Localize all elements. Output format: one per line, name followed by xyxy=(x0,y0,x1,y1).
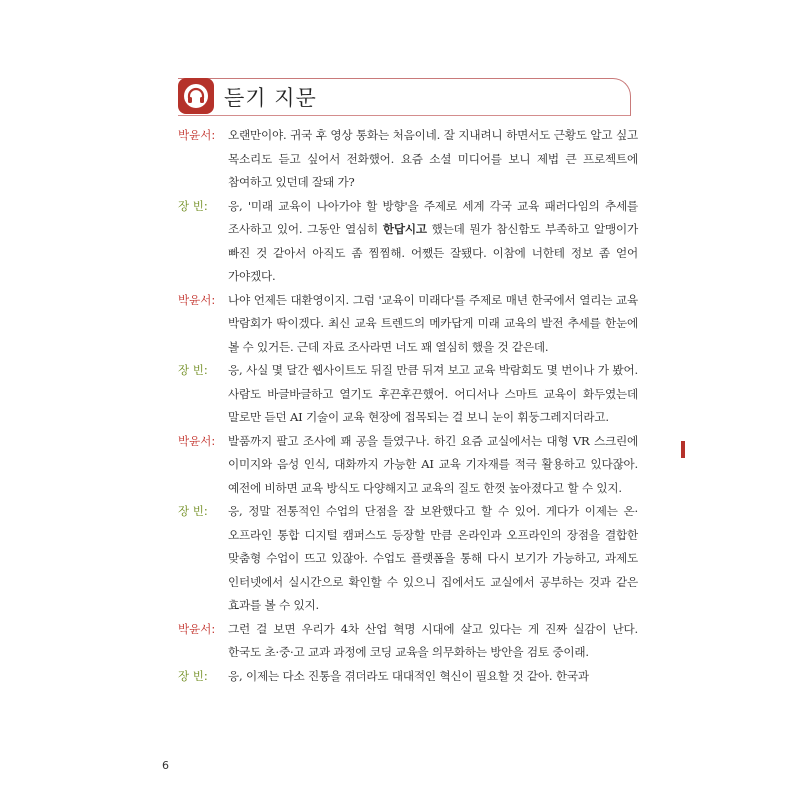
speaker-label: 박윤서: xyxy=(178,621,216,636)
speaker-label: 박윤서: xyxy=(178,433,216,448)
dialogue-transcript xyxy=(178,124,638,688)
dialogue-turn xyxy=(178,500,638,618)
utterance-text xyxy=(228,195,638,289)
dialogue-turn xyxy=(178,665,638,689)
speaker-label: 장 빈: xyxy=(178,504,208,518)
speaker-label: 박윤서: xyxy=(178,292,216,307)
chapter-tab-marker xyxy=(681,441,685,458)
speaker-label: 박윤서: xyxy=(178,128,216,142)
utterance-text: 응, 이제는 다소 진통을 겪더라도 대대적인 혁신이 필요할 것 같아. 한국과 xyxy=(228,668,589,683)
dialogue-turn xyxy=(178,195,638,289)
utterance-text: 응, 사실 몇 달간 웹사이트도 뒤질 만큼 뒤져 보고 교육 박람회도 몇 번이나 가 봤어. 사람도 바글바글하고 열기도 후끈후끈했어. 어디서나 스마트 교육이 화두였는데 말로만 듣던 AI 기술이 교육 현장에 접목되는 걸 보니 눈이 휘둥그레지더라고. xyxy=(228,363,638,424)
dialogue-turn xyxy=(178,289,638,360)
utterance-text: 그런 걸 보면 우리가 4차 산업 혁명 시대에 살고 있다는 게 진짜 실감이 난다. 한국도 초·중·고 교과 과정에 코딩 교육을 의무화하는 방안을 검토 중이래. xyxy=(228,621,638,659)
page-number: 6 xyxy=(162,759,169,772)
dialogue-turn xyxy=(178,359,638,430)
speaker-label: 장 빈: xyxy=(178,363,208,377)
headphones-icon xyxy=(178,78,214,114)
utterance-text: 발품까지 팔고 조사에 꽤 공을 들였구나. 하긴 요즘 교실에서는 대형 VR 스크린에 이미지와 음성 인식, 대화까지 가능한 AI 교육 기자재를 적극 활용하고 있다잖아. 예전에 비하면 교육 방식도 다양해지고 교육의 질도 한껏 높아졌다고 할 수 있지. xyxy=(228,433,638,495)
dialogue-turn xyxy=(178,430,638,501)
utterance-text-part: 했는데 뭔가 참신함도 부족하고 알맹이가 빠진 것 같아서 아직도 좀 찜찜해. 어쨌든 잘됐다. 이참에 너한테 정보 좀 얻어 가야겠다. xyxy=(228,222,638,283)
utterance-text: 오랜만이야. 귀국 후 영상 통화는 처음이네. 잘 지내려니 하면서도 근황도 알고 싶고 목소리도 듣고 싶어서 전화했어. 요즘 소셜 미디어를 보니 제법 큰 프로젝트에 참여하고 있던데 잘돼 가? xyxy=(228,128,638,189)
emphasized-word: 한답시고 xyxy=(382,222,427,236)
utterance-text: 응, 정말 전통적인 수업의 단점을 잘 보완했다고 할 수 있어. 게다가 이제는 온·오프라인 통합 디지털 캠퍼스도 등장할 만큼 온라인과 오프라인의 장점을 결합한 맞춤형 수업이 뜨고 있잖아. 수업도 플랫폼을 통해 다시 보기가 가능하고, 과제도 인터넷에서 실시간으로 확인할 수 있으니 집에서도 교실에서 공부하는 것과 같은 효과를 볼 수 있지. xyxy=(228,504,638,612)
section-title: 듣기 지문 xyxy=(224,86,317,110)
speaker-label: 장 빈: xyxy=(178,198,208,213)
speaker-label: 장 빈: xyxy=(178,668,208,683)
utterance-text-part: 응, '미래 교육이 나아가야 할 방향'을 주제로 세계 각국 교육 패러다임의 추세를 조사하고 있어. 그동안 열심히 xyxy=(228,198,638,236)
dialogue-turn xyxy=(178,124,638,195)
dialogue-turn xyxy=(178,618,638,665)
utterance-text: 나야 언제든 대환영이지. 그럼 '교육이 미래다'를 주제로 매년 한국에서 열리는 교육 박람회가 딱이겠다. 최신 교육 트렌드의 메카답게 미래 교육의 발전 추세를 한눈에 볼 수 있거든. 근데 자료 조사라면 너도 꽤 열심히 했을 것 같은데. xyxy=(228,292,638,354)
